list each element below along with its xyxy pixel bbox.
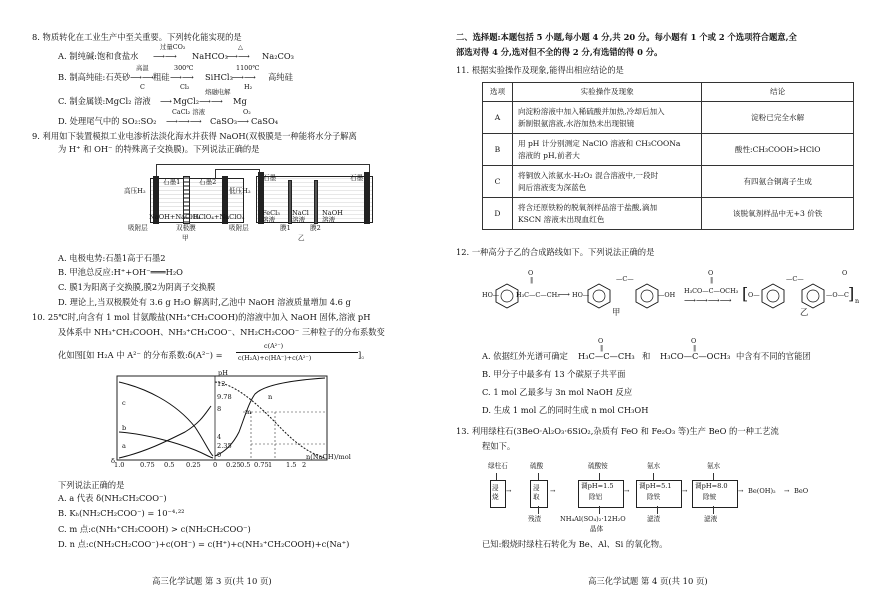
q11-cell-option: C xyxy=(483,166,513,198)
q12-option-d: D. 生成 1 mol 乙的同时生成 n mol CH₃OH xyxy=(482,405,649,415)
q13-arrow: → xyxy=(784,487,790,495)
q10-curve-label-a: a xyxy=(122,442,126,450)
q12-option-b: B. 甲分子中最多有 13 个碳原子共平面 xyxy=(482,369,626,379)
q12-option-a-post: 中含有不同的官能团 xyxy=(736,351,811,361)
q8-b-arrow3-top: 1100℃ xyxy=(236,64,260,72)
q10-curve-label-b: b xyxy=(122,424,127,432)
right-page xyxy=(440,0,870,615)
q9-yi-graphite-b: 石墨 xyxy=(350,174,364,182)
q10-y-right: pH xyxy=(218,369,228,377)
q8-a-mid: NaHCO₃ xyxy=(192,51,228,61)
q13-waste-line xyxy=(599,506,600,514)
q9-fecl3-solution: 溶液 xyxy=(262,216,276,224)
q8-b-arrow2: ⟶⟶ xyxy=(170,72,194,82)
q9-membrane2 xyxy=(314,180,318,224)
q11-op-line1: 将含还原铁粉的脱氧剂样品溶于盐酸,滴加 xyxy=(517,202,658,212)
q8-d-label: D. 处理尾气中的 SO₂:SO₂ xyxy=(58,116,157,126)
q9-option-d: D. 理论上,当双极膜处有 3.6 g H₂O 解离时,乙池中 NaOH 溶液质量增加 4.6 g xyxy=(58,297,351,307)
q9-solution-right: HClO₄+NaClO₄ xyxy=(193,213,245,221)
q13-product2: BeO xyxy=(794,487,809,495)
q8-a-arrow2: ⟶⟶ xyxy=(226,51,250,61)
q12-dbl1: ‖ xyxy=(530,276,534,284)
q10-curve-label-n: n xyxy=(268,393,273,401)
q12-option-a-dbl2: ‖ xyxy=(693,344,697,352)
q8-d-arrow1-top: CaCl₂ 溶液 xyxy=(172,108,206,116)
q8-d-arrow2: ⟶ xyxy=(237,116,249,126)
q9-high-h2: 高压H₂ xyxy=(124,187,146,195)
q8-b-label: B. 制高纯硅:石英砂 xyxy=(58,72,131,82)
q10-ph-12: 12 xyxy=(217,380,226,388)
q10-option-a: A. a 代表 δ(NH₂CH₂COO⁻) xyxy=(58,493,167,503)
q9-option-a: A. 电极电势:石墨1高于石墨2 xyxy=(58,253,166,263)
q13-waste1: 残渣 xyxy=(528,515,542,523)
q9-option-b: B. 甲池总反应:H⁺+OH⁻═══H₂O xyxy=(58,267,183,277)
q13-step2: 浸取 xyxy=(533,484,540,502)
q8-a-end: Na₂CO₃ xyxy=(262,51,295,61)
q13-step4b: 除铁 xyxy=(647,493,661,501)
q12-dbl2: ‖ xyxy=(710,276,714,284)
q10-frac-bar xyxy=(236,352,358,353)
q11-op-line2: 溶液的 pH,前者大 xyxy=(517,150,580,160)
q12-ring-b xyxy=(634,282,660,310)
q9-label-yi: 乙 xyxy=(298,234,305,242)
q10-curve-label-c: c xyxy=(122,399,126,407)
q9-yi-graphite-a: 石墨 xyxy=(263,174,277,182)
q13-step4a: 调pH=5.1 xyxy=(639,482,672,490)
q9-membrane2-label: 膜2 xyxy=(310,224,321,232)
q12-option-a-o2: O xyxy=(691,337,697,345)
q8-a-arrow1-top: 过量CO₂ xyxy=(160,43,186,51)
q10-curve-c xyxy=(119,382,213,456)
q12-branch: —C— xyxy=(616,275,634,283)
q13-line2: 程如下。 xyxy=(482,441,516,451)
q8-d-arrow2-top: O₂ xyxy=(243,108,251,116)
q9-naoh-solution: 溶液 xyxy=(322,216,336,224)
q9-adsorb-left: 吸附层 xyxy=(128,224,148,232)
q12-o2: O xyxy=(708,269,714,277)
q11-cell-conclusion: 该脱氧剂样品中无+3 价铁 xyxy=(702,198,854,230)
q8-a-arrow1: ⟶⟶ xyxy=(153,51,177,61)
q12-bracket-left: [ xyxy=(742,284,749,303)
q9-adsorb-right: 吸附层 xyxy=(229,224,249,232)
q13-waste2b: 晶体 xyxy=(590,525,604,533)
q8-b-mid1: 粗硅 xyxy=(153,72,170,82)
q8-d-end: CaSO₄ xyxy=(251,116,279,126)
q11-header-row xyxy=(483,83,854,102)
q13-step5a: 调pH=8.0 xyxy=(695,482,728,490)
q13-arrow: → xyxy=(738,487,744,495)
q8-b-arrow3: ⟶⟶ xyxy=(232,72,256,82)
q13-feed-line xyxy=(599,473,600,480)
q13-waste-line xyxy=(657,506,658,514)
q8-b-arrow1: ⟶⟶ xyxy=(130,72,154,82)
q13-amsulf: 硫酸铵 xyxy=(588,462,608,470)
q12-ho1: HO— xyxy=(482,291,500,299)
q13-waste-line xyxy=(713,506,714,514)
q8-b-arrow2-top: 300℃ xyxy=(174,64,194,72)
q12-ho2: HO— xyxy=(572,291,590,299)
q13-ammonia1: 氨水 xyxy=(647,462,661,470)
q11-op-line1: 将铜放入浓氨水-H₂O₂ 混合溶液中,一段时 xyxy=(517,170,659,180)
q11-header-conclusion: 结论 xyxy=(702,83,854,102)
q13-feed-line xyxy=(713,473,714,480)
q10-ph-978: 9.78 xyxy=(217,393,232,401)
q12-polymer-o: O— xyxy=(748,291,760,299)
section2-line1: 二、选择题:本题包括 5 小题,每小题 4 分,共 20 分。每小题有 1 个或 2 个选项符合题意,全 xyxy=(456,32,797,42)
q8-c-arrow2: ⟶⟶ xyxy=(199,96,223,106)
q12-option-a-m1: H₃C—C—CH₃ xyxy=(578,351,635,361)
q8-b-arrow1-top: 高温 xyxy=(136,64,149,72)
q12-option-a-o1: O xyxy=(598,337,604,345)
q8-a-label: A. 制纯碱:饱和食盐水 xyxy=(58,51,139,61)
q8-b-arrow2-bottom: Cl₂ xyxy=(180,83,190,91)
q13-note: 已知:煅烧时绿柱石转化为 Be、Al、Si 的氧化物。 xyxy=(482,539,668,549)
q13-waste4: 滤液 xyxy=(704,515,718,523)
q10-line3-post: ]。 xyxy=(358,350,370,360)
q13-ammonia2: 氨水 xyxy=(707,462,721,470)
q12-oh: —OH xyxy=(658,291,676,299)
q8-stem: 8. 物质转化在工业生产中至关重要。下列转化能实现的是 xyxy=(32,32,242,42)
q9-wire-right xyxy=(369,164,370,172)
q11-stem: 11. 根据实验操作及现象,能得出相应结论的是 xyxy=(456,65,624,75)
q8-b-arrow1-bottom: C xyxy=(140,83,145,91)
q13-feed-line xyxy=(496,473,497,480)
q13-arrow: → xyxy=(506,487,512,495)
q12-option-a-and: 和 xyxy=(642,351,651,361)
q11-cell-operation xyxy=(512,134,701,166)
q9-yi-electrode-right xyxy=(364,172,370,224)
q8-a-arrow2-top: △ xyxy=(238,43,243,51)
q12-n: n xyxy=(855,297,860,305)
q10-ph-235: 2.35 xyxy=(217,442,232,450)
q9-naoh: NaOH xyxy=(322,209,343,217)
q9-line1: 9. 利用如下装置模拟工业电渗析法淡化海水并获得 NaOH(双极膜是一种能将水分子解离 xyxy=(32,131,357,141)
q10-xtick: 0 xyxy=(213,461,218,469)
q12-poly-branch: —C— xyxy=(786,275,804,283)
left-page-footer: 高三化学试题 第 3 页(共 10 页) xyxy=(152,576,272,586)
q12-option-c: C. 1 mol 乙最多与 3n mol NaOH 反应 xyxy=(482,387,633,397)
q9-wire-top xyxy=(156,164,369,165)
q11-cell-operation xyxy=(512,102,701,134)
q11-op-line2: 间后溶液变为深蓝色 xyxy=(517,182,587,192)
q10-line1: 10. 25℃时,向含有 1 mol 甘氨酸盐(NH₃⁺CH₂COOH)的溶液中加入 NaOH 固体,溶液 pH xyxy=(32,312,371,322)
right-page-footer: 高三化学试题 第 4 页(共 10 页) xyxy=(588,576,708,586)
q10-prompt: 下列说法正确的是 xyxy=(58,480,125,490)
table-row xyxy=(483,134,854,166)
q8-c-arrow2-top: 熔融电解 xyxy=(205,88,231,96)
q10-xtick: 2 xyxy=(302,461,307,469)
q9-wire-mid-l xyxy=(215,169,216,178)
q9-option-c: C. 膜1为阳离子交换膜,膜2为阴离子交换膜 xyxy=(58,282,216,292)
q11-cell-conclusion: 酸性:CH₃COOH>HClO xyxy=(702,134,854,166)
q8-d-mid: CaSO₃ xyxy=(210,116,238,126)
q13-waste3: 滤渣 xyxy=(647,515,661,523)
q8-c-mid: MgCl₂ xyxy=(173,96,200,106)
q10-xtick: 1 xyxy=(268,461,273,469)
q9-solution-left: NaOH+NaClO₄ xyxy=(149,213,201,221)
q12-reagent2: H₃CO—C—OCH₃ xyxy=(684,287,739,295)
q13-waste-line xyxy=(538,506,539,514)
q11-op-line1: 用 pH 计分别测定 NaClO 溶液和 CH₃COONa xyxy=(517,138,681,148)
q8-c-label: C. 制金属镁:MgCl₂ 溶液 xyxy=(58,96,151,106)
q13-product1: Be(OH)₂ xyxy=(748,487,776,495)
q9-membrane1-label: 膜1 xyxy=(280,224,291,232)
table-row xyxy=(483,102,854,134)
q12-arrow1: ⟶ xyxy=(558,289,570,299)
q10-x-title: n(NaOH)/mol xyxy=(306,453,351,461)
q13-waste2a: NH₄Al(SO₄)₂·12H₂O xyxy=(560,515,626,523)
q13-feed-line xyxy=(653,473,654,480)
q10-option-d: D. n 点:c(NH₂CH₂COO⁻)+c(OH⁻) = c(H⁺)+c(NH₃⁺CH₂COOH)+c(Na⁺) xyxy=(58,539,350,549)
q12-option-a-dbl1: ‖ xyxy=(600,344,604,352)
q9-nacl: NaCl xyxy=(292,209,309,217)
q13-step5b: 除铍 xyxy=(703,493,717,501)
q10-xtick: 0.5 xyxy=(240,461,251,469)
q10-xtick: 1.5 xyxy=(286,461,297,469)
q13-step3a: 调pH=1.5 xyxy=(581,482,614,490)
q13-step3b: 除铝 xyxy=(589,493,603,501)
q11-cell-operation xyxy=(512,198,701,230)
q10-curve-b xyxy=(119,406,211,458)
q10-ph-4: 4 xyxy=(217,433,222,441)
q8-b-end: 高纯硅 xyxy=(268,72,293,82)
q10-xtick: 0.75 xyxy=(140,461,155,469)
q10-xtick: 0.75 xyxy=(254,461,269,469)
q11-cell-option: D xyxy=(483,198,513,230)
q10-frac-den: c(H₂A)+c(HA⁻)+c(A²⁻) xyxy=(238,354,312,362)
q13-h2so4: 硫酸 xyxy=(530,462,544,470)
q12-bracket-right: ] xyxy=(848,284,855,303)
q11-header-operation: 实验操作及现象 xyxy=(512,83,701,102)
q9-wire-mid xyxy=(215,169,259,170)
q12-option-a-pre: A. 依据红外光谱可确定 xyxy=(482,351,568,361)
q10-xtick: 0.25 xyxy=(186,461,201,469)
section2-line2: 部选对得 4 分,选对但不全的得 2 分,有选错的得 0 分。 xyxy=(456,47,663,57)
q12-stem: 12. 一种高分子乙的合成路线如下。下列说法正确的是 xyxy=(456,247,655,257)
q10-y-left: δ xyxy=(111,457,115,465)
q10-option-b: B. Kₕ(NH₂CH₂COO⁻) = 10⁻⁴·²² xyxy=(58,508,185,518)
q11-table xyxy=(482,82,854,230)
q12-o3: O xyxy=(842,269,848,277)
q10-ph-8: 8 xyxy=(217,405,222,413)
q9-graphite1: 石墨1 xyxy=(163,178,181,186)
q12-o1: O xyxy=(528,269,534,277)
q12-option-a-m2: H₃CO—C—OCH₃ xyxy=(660,351,731,361)
q12-ring-a xyxy=(586,282,612,310)
q11-cell-conclusion: 有四氨合铜离子生成 xyxy=(702,166,854,198)
q8-b-arrow3-bottom: H₂ xyxy=(244,83,253,91)
table-row xyxy=(483,166,854,198)
q10-option-c: C. m 点:c(NH₃⁺CH₂COOH) > c(NH₂CH₂COO⁻) xyxy=(58,524,251,534)
q10-xtick: 0.5 xyxy=(164,461,175,469)
q10-line3-pre: 化如图[如 H₂A 中 A²⁻ 的分布系数:δ(A²⁻) = xyxy=(58,350,223,360)
q10-ph-0: 0 xyxy=(217,451,222,459)
q8-d-arrow1: ⟶⟶⟶ xyxy=(166,116,202,126)
q12-reagent1: H₃C—C—CH₃ xyxy=(516,291,560,299)
q8-c-end: Mg xyxy=(233,96,247,106)
q13-line1: 13. 利用绿柱石(3BeO·Al₂O₃·6SiO₂,杂质有 FeO 和 Fe₂O₃ 等)生产 BeO 的一种工艺流 xyxy=(456,426,779,436)
q11-op-line2: KSCN 溶液未出现血红色 xyxy=(517,214,605,224)
q13-arrow: → xyxy=(624,487,630,495)
q9-bipolar-label: 双极膜 xyxy=(176,224,196,232)
q11-cell-conclusion: 淀粉已完全水解 xyxy=(702,102,854,134)
table-row xyxy=(483,198,854,230)
q8-c-arrow1: ⟶ xyxy=(160,96,172,106)
q11-header-option: 选项 xyxy=(483,83,513,102)
q10-xtick: 1.0 xyxy=(114,461,125,469)
q13-beryl: 绿柱石 xyxy=(488,462,508,470)
q13-feed-line xyxy=(538,473,539,480)
q9-fecl3: FeCl₃ xyxy=(262,209,280,217)
q9-low-h2: 低压H₂ xyxy=(229,187,251,195)
q10-xtick: 0.25 xyxy=(226,461,241,469)
q13-step1: 浸烧 xyxy=(492,484,499,502)
q9-line2: 为 H⁺ 和 OH⁻ 的特殊离子交换膜)。下列说法正确的是 xyxy=(58,144,260,154)
q10-curve-label-m: m xyxy=(245,408,252,416)
q12-poly-ester: —O—C xyxy=(826,291,849,299)
q12-arrow2: ⟶⟶⟶⟶ xyxy=(684,295,732,305)
q9-label-jia: 甲 xyxy=(182,234,189,242)
q10-frac-num: c(A²⁻) xyxy=(264,342,284,350)
q11-op-line2: 新制银氨溶液,水浴加热未出现银镜 xyxy=(517,118,635,128)
q8-b-mid2: SiHCl₃ xyxy=(205,72,233,82)
q10-line2: 及体系中 NH₃⁺CH₂COOH、NH₃⁺CH₂COO⁻、NH₂CH₂COO⁻ 三种粒子的分布系数变 xyxy=(58,327,385,337)
q9-graphite2: 石墨2 xyxy=(199,178,217,186)
q11-cell-operation xyxy=(512,166,701,198)
q9-nacl-solution: 溶液 xyxy=(292,216,306,224)
q11-cell-option: B xyxy=(483,134,513,166)
q12-label-yi: 乙 xyxy=(800,307,809,317)
q13-arrow: → xyxy=(682,487,688,495)
q12-poly-ring-a xyxy=(760,282,786,310)
q13-arrow: → xyxy=(550,487,556,495)
q12-label-jia: 甲 xyxy=(612,307,621,317)
q11-cell-option: A xyxy=(483,102,513,134)
q11-op-line1: 向淀粉溶液中加入稀硫酸并加热,冷却后加入 xyxy=(517,106,665,116)
q12-poly-ring-b xyxy=(800,282,826,310)
